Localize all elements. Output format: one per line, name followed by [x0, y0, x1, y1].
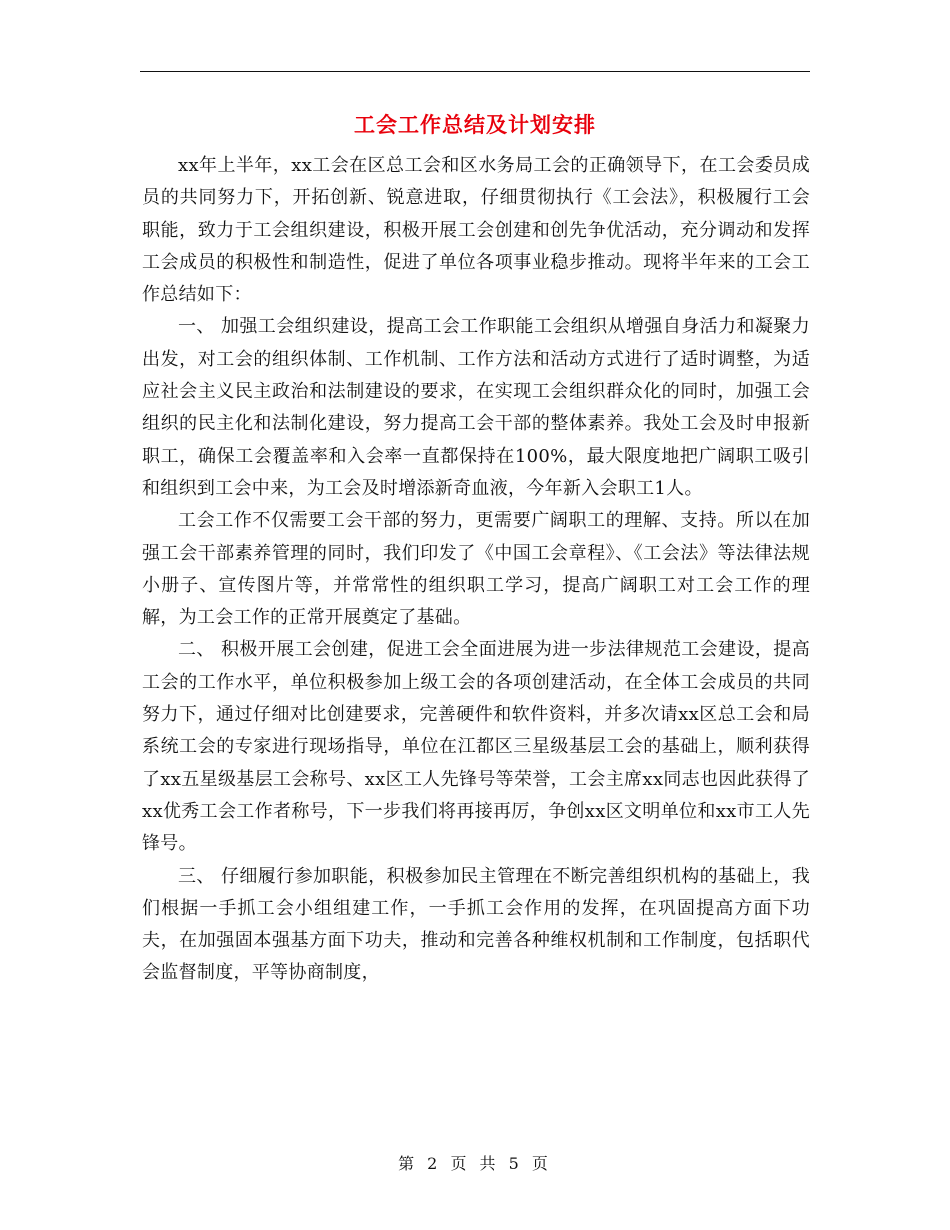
page-footer: 第 2 页 共 5 页	[398, 1154, 552, 1173]
paragraph-section-1: 一、 加强工会组织建设，提高工会工作职能工会组织从增强自身活力和凝聚力出发，对工会的组织体制、工作机制、工作方法和活动方式进行了适时调整，为适应社会主义民主政治和法制建设的要求，在实现工会组织群众化的同时，加强工会组织的民主化和法制化建设，努力提高工会干部的整体素养。我处工会及时申报新职工，确保工会覆盖率和入会率一直都保持在100%，最大限度地把广阔职工吸引和组织到工会中来，为工会及时增添新奇血液，今年新入会职工1人。	[142, 316, 810, 499]
header-rule	[140, 71, 810, 72]
paragraph-section-2: 二、 积极开展工会创建，促进工会全面进展为进一步法律规范工会建设，提高工会的工作水平，单位积极参加上级工会的各项创建活动，在全体工会成员的共同努力下，通过仔细对比创建要求，完善硬件和软件资料，并多次请xx区总工会和局系统工会的专家进行现场指导，单位在江都区三星级基层工会的基础上，顺利获得了xx五星级基层工会称号、xx区工人先锋号等荣誉，工会主席xx同志也因此获得了xx优秀工会工作者称号，下一步我们将再接再厉，争创xx区文明单位和xx市工人先锋号。	[142, 639, 810, 855]
paragraph-section-3: 三、 仔细履行参加职能，积极参加民主管理在不断完善组织机构的基础上，我们根据一手抓工会小组组建工作，一手抓工会作用的发挥，在巩固提高方面下功夫，在加强固本强基方面下功夫，推动和完善各种维权机制和工作制度，包括职代会监督制度，平等协商制度，	[142, 865, 810, 984]
document-title: 工会工作总结及计划安排	[354, 113, 596, 137]
paragraph-section-1-cont: 工会工作不仅需要工会干部的努力，更需要广阔职工的理解、支持。所以在加强工会干部素养管理的同时，我们印发了《中国工会章程》、《工会法》等法律法规小册子、宣传图片等，并常常性的组织职工学习，提高广阔职工对工会工作的理解，为工会工作的正常开展奠定了基础。	[142, 510, 810, 629]
paragraph-intro: xx年上半年，xx工会在区总工会和区水务局工会的正确领导下，在工会委员成员的共同努力下，开拓创新、锐意进取，仔细贯彻执行《工会法》，积极履行工会职能，致力于工会组织建设，积极开展工会创建和创先争优活动，充分调动和发挥工会成员的积极性和制造性，促进了单位各项事业稳步推动。现将半年来的工会工作总结如下：	[142, 155, 810, 306]
document-body	[142, 150, 810, 990]
